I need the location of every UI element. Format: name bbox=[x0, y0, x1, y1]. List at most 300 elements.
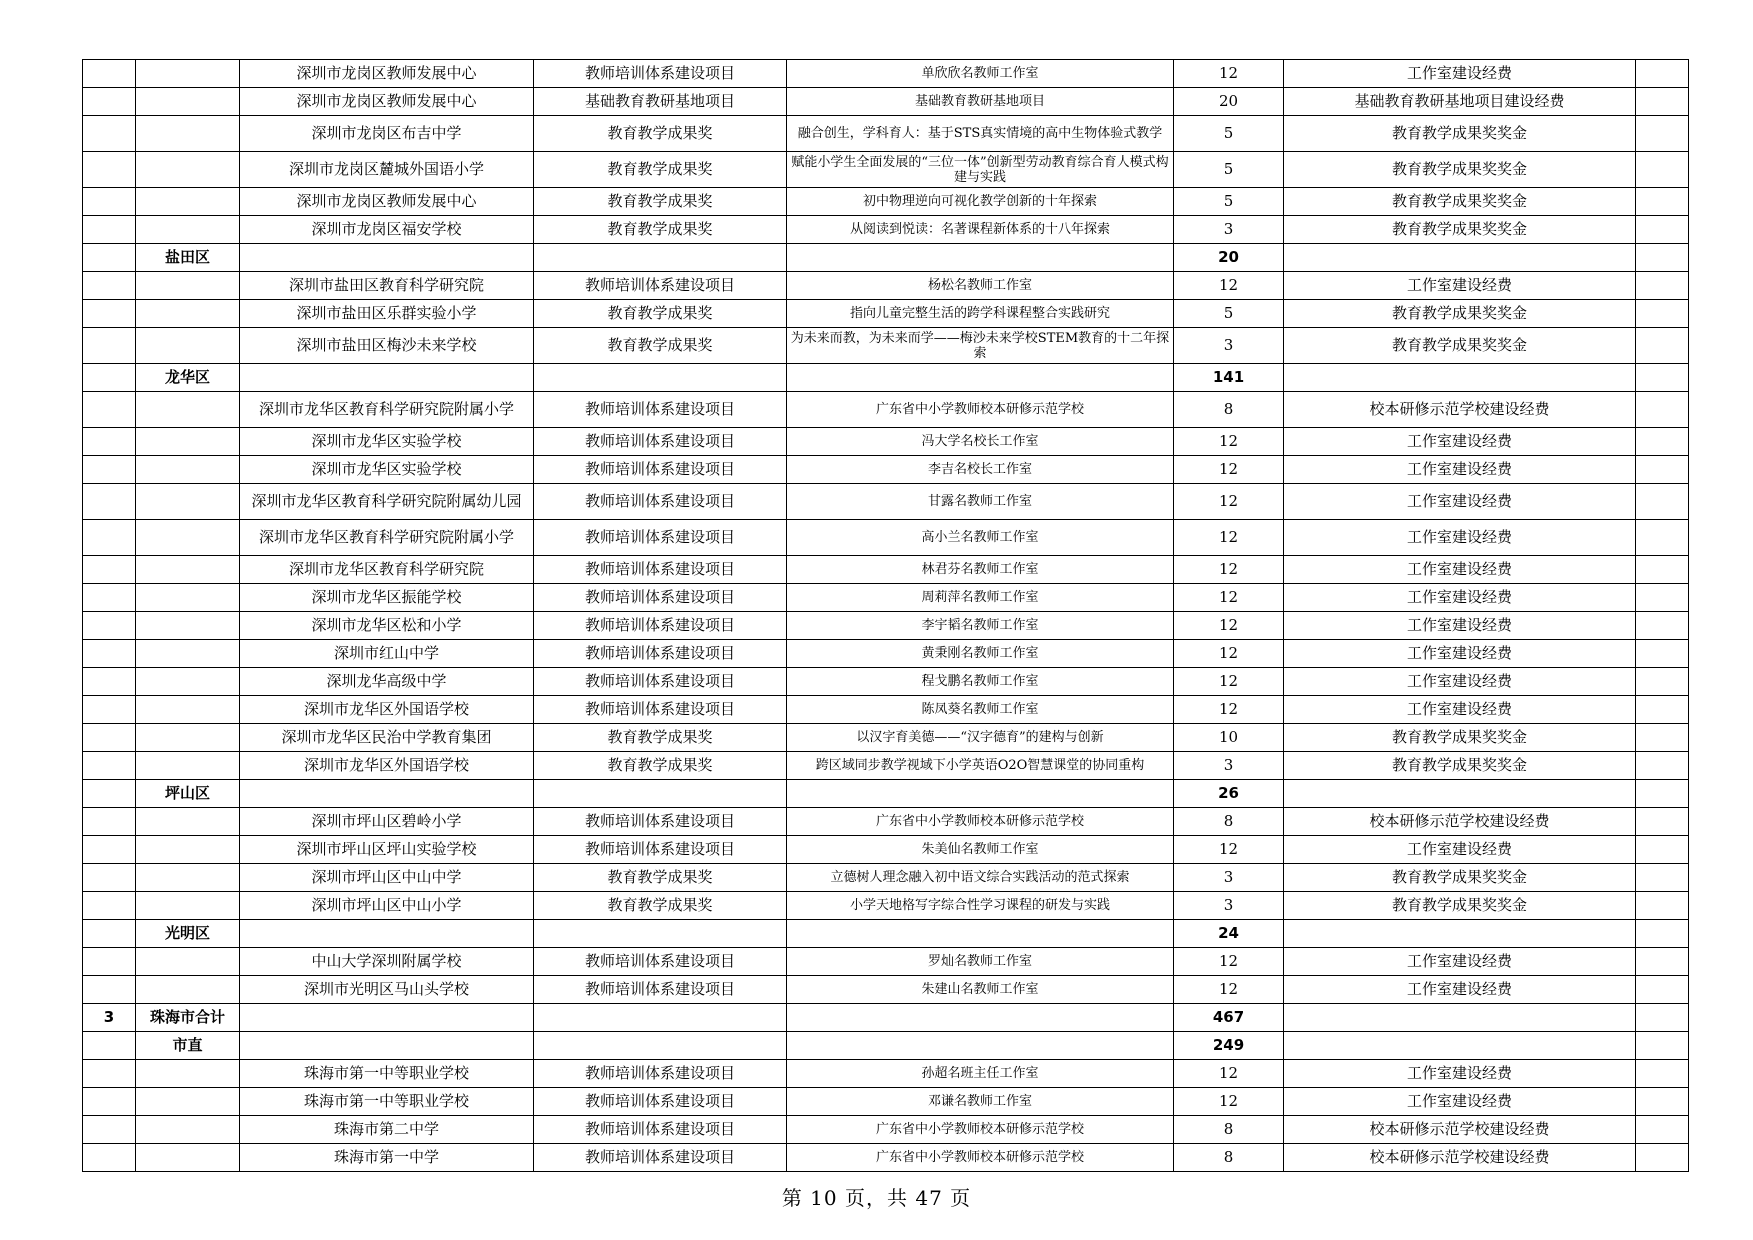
table-row bbox=[83, 152, 1689, 188]
remark-cell bbox=[1636, 892, 1689, 920]
table-row bbox=[83, 188, 1689, 216]
remark-cell bbox=[1636, 484, 1689, 520]
organization-cell: 深圳市盐田区教育科学研究院 bbox=[240, 272, 534, 300]
table-row bbox=[83, 1144, 1689, 1172]
project-type-cell: 教师培训体系建设项目 bbox=[534, 696, 787, 724]
fund-use-cell bbox=[1284, 364, 1636, 392]
table-row bbox=[83, 1116, 1689, 1144]
row-number-cell bbox=[83, 216, 136, 244]
project-name-cell: 朱美仙名教师工作室 bbox=[787, 836, 1174, 864]
amount-cell: 141 bbox=[1174, 364, 1284, 392]
organization-cell: 深圳市龙岗区麓城外国语小学 bbox=[240, 152, 534, 188]
region-cell bbox=[136, 88, 240, 116]
amount-cell: 12 bbox=[1174, 1060, 1284, 1088]
amount-cell: 12 bbox=[1174, 556, 1284, 584]
fund-use-cell: 校本研修示范学校建设经费 bbox=[1284, 1144, 1636, 1172]
region-cell bbox=[136, 300, 240, 328]
remark-cell bbox=[1636, 920, 1689, 948]
project-type-cell: 教师培训体系建设项目 bbox=[534, 640, 787, 668]
amount-cell: 12 bbox=[1174, 272, 1284, 300]
amount-cell: 3 bbox=[1174, 892, 1284, 920]
row-number-cell bbox=[83, 948, 136, 976]
organization-cell: 深圳市龙华区教育科学研究院 bbox=[240, 556, 534, 584]
region-cell bbox=[136, 584, 240, 612]
page-number-label: 第 10 页，共 47 页 bbox=[781, 1186, 972, 1210]
region-cell bbox=[136, 1116, 240, 1144]
table-row bbox=[83, 948, 1689, 976]
fund-use-cell: 教育教学成果奖奖金 bbox=[1284, 892, 1636, 920]
table-row bbox=[83, 668, 1689, 696]
project-type-cell: 教师培训体系建设项目 bbox=[534, 836, 787, 864]
project-type-cell: 教育教学成果奖 bbox=[534, 300, 787, 328]
project-name-cell bbox=[787, 364, 1174, 392]
amount-cell: 12 bbox=[1174, 456, 1284, 484]
project-name-cell: 邓谦名教师工作室 bbox=[787, 1088, 1174, 1116]
table-subtotal-row bbox=[83, 1004, 1689, 1032]
remark-cell bbox=[1636, 752, 1689, 780]
table-row bbox=[83, 808, 1689, 836]
remark-cell bbox=[1636, 88, 1689, 116]
fund-use-cell: 教育教学成果奖奖金 bbox=[1284, 752, 1636, 780]
project-name-cell: 李宇韬名教师工作室 bbox=[787, 612, 1174, 640]
remark-cell bbox=[1636, 864, 1689, 892]
table-subtotal-row bbox=[83, 780, 1689, 808]
remark-cell bbox=[1636, 668, 1689, 696]
region-cell bbox=[136, 216, 240, 244]
project-type-cell: 教师培训体系建设项目 bbox=[534, 948, 787, 976]
amount-cell: 5 bbox=[1174, 188, 1284, 216]
project-name-cell: 孙超名班主任工作室 bbox=[787, 1060, 1174, 1088]
table-row bbox=[83, 584, 1689, 612]
table-row bbox=[83, 696, 1689, 724]
amount-cell: 8 bbox=[1174, 1116, 1284, 1144]
organization-cell: 深圳龙华高级中学 bbox=[240, 668, 534, 696]
project-name-cell: 冯大学名校长工作室 bbox=[787, 428, 1174, 456]
remark-cell bbox=[1636, 808, 1689, 836]
funding-table bbox=[82, 59, 1689, 1172]
amount-cell: 249 bbox=[1174, 1032, 1284, 1060]
region-cell bbox=[136, 60, 240, 88]
organization-cell bbox=[240, 920, 534, 948]
row-number-cell bbox=[83, 1088, 136, 1116]
region-cell bbox=[136, 1060, 240, 1088]
remark-cell bbox=[1636, 1060, 1689, 1088]
remark-cell bbox=[1636, 948, 1689, 976]
page-footer bbox=[0, 1182, 1753, 1211]
project-name-cell: 广东省中小学教师校本研修示范学校 bbox=[787, 1144, 1174, 1172]
region-cell bbox=[136, 612, 240, 640]
project-type-cell: 教师培训体系建设项目 bbox=[534, 668, 787, 696]
table-row bbox=[83, 1060, 1689, 1088]
region-cell bbox=[136, 1088, 240, 1116]
amount-cell: 5 bbox=[1174, 152, 1284, 188]
organization-cell: 深圳市龙华区实验学校 bbox=[240, 428, 534, 456]
table-row bbox=[83, 456, 1689, 484]
remark-cell bbox=[1636, 152, 1689, 188]
project-name-cell bbox=[787, 1032, 1174, 1060]
organization-cell: 珠海市第一中等职业学校 bbox=[240, 1060, 534, 1088]
amount-cell: 3 bbox=[1174, 864, 1284, 892]
project-type-cell: 教育教学成果奖 bbox=[534, 188, 787, 216]
organization-cell: 深圳市盐田区乐群实验小学 bbox=[240, 300, 534, 328]
organization-cell: 深圳市龙华区实验学校 bbox=[240, 456, 534, 484]
fund-use-cell: 教育教学成果奖奖金 bbox=[1284, 724, 1636, 752]
amount-cell: 12 bbox=[1174, 668, 1284, 696]
region-cell bbox=[136, 428, 240, 456]
fund-use-cell: 工作室建设经费 bbox=[1284, 484, 1636, 520]
remark-cell bbox=[1636, 1004, 1689, 1032]
remark-cell bbox=[1636, 188, 1689, 216]
row-number-cell bbox=[83, 244, 136, 272]
project-type-cell bbox=[534, 1004, 787, 1032]
table-row bbox=[83, 836, 1689, 864]
amount-cell: 12 bbox=[1174, 640, 1284, 668]
region-cell: 珠海市合计 bbox=[136, 1004, 240, 1032]
fund-use-cell: 教育教学成果奖奖金 bbox=[1284, 300, 1636, 328]
organization-cell bbox=[240, 1004, 534, 1032]
project-type-cell: 教师培训体系建设项目 bbox=[534, 1088, 787, 1116]
row-number-cell bbox=[83, 696, 136, 724]
project-name-cell: 初中物理逆向可视化教学创新的十年探索 bbox=[787, 188, 1174, 216]
project-type-cell: 教师培训体系建设项目 bbox=[534, 1144, 787, 1172]
project-name-cell: 广东省中小学教师校本研修示范学校 bbox=[787, 392, 1174, 428]
project-type-cell bbox=[534, 780, 787, 808]
project-type-cell: 教师培训体系建设项目 bbox=[534, 1116, 787, 1144]
remark-cell bbox=[1636, 584, 1689, 612]
fund-use-cell: 基础教育教研基地项目建设经费 bbox=[1284, 88, 1636, 116]
project-name-cell: 为未来而教，为未来而学——梅沙未来学校STEM教育的十二年探索 bbox=[787, 328, 1174, 364]
fund-use-cell: 工作室建设经费 bbox=[1284, 948, 1636, 976]
fund-use-cell: 工作室建设经费 bbox=[1284, 612, 1636, 640]
project-type-cell bbox=[534, 920, 787, 948]
project-type-cell: 教育教学成果奖 bbox=[534, 116, 787, 152]
amount-cell: 24 bbox=[1174, 920, 1284, 948]
project-name-cell: 立德树人理念融入初中语文综合实践活动的范式探索 bbox=[787, 864, 1174, 892]
region-cell bbox=[136, 1144, 240, 1172]
organization-cell: 深圳市盐田区梅沙未来学校 bbox=[240, 328, 534, 364]
fund-use-cell bbox=[1284, 780, 1636, 808]
row-number-cell bbox=[83, 152, 136, 188]
organization-cell bbox=[240, 244, 534, 272]
fund-use-cell: 工作室建设经费 bbox=[1284, 428, 1636, 456]
fund-use-cell: 工作室建设经费 bbox=[1284, 456, 1636, 484]
region-cell bbox=[136, 640, 240, 668]
organization-cell: 珠海市第一中等职业学校 bbox=[240, 1088, 534, 1116]
region-cell bbox=[136, 976, 240, 1004]
remark-cell bbox=[1636, 456, 1689, 484]
remark-cell bbox=[1636, 780, 1689, 808]
project-name-cell: 杨松名教师工作室 bbox=[787, 272, 1174, 300]
project-type-cell: 教育教学成果奖 bbox=[534, 892, 787, 920]
row-number-cell bbox=[83, 188, 136, 216]
project-name-cell bbox=[787, 920, 1174, 948]
amount-cell: 8 bbox=[1174, 808, 1284, 836]
project-type-cell: 教育教学成果奖 bbox=[534, 152, 787, 188]
table-row bbox=[83, 88, 1689, 116]
row-number-cell bbox=[83, 1116, 136, 1144]
region-cell bbox=[136, 948, 240, 976]
remark-cell bbox=[1636, 1116, 1689, 1144]
remark-cell bbox=[1636, 300, 1689, 328]
project-type-cell: 教师培训体系建设项目 bbox=[534, 456, 787, 484]
organization-cell: 深圳市龙岗区福安学校 bbox=[240, 216, 534, 244]
amount-cell: 3 bbox=[1174, 216, 1284, 244]
table-row bbox=[83, 328, 1689, 364]
row-number-cell bbox=[83, 724, 136, 752]
organization-cell: 珠海市第二中学 bbox=[240, 1116, 534, 1144]
row-number-cell bbox=[83, 892, 136, 920]
amount-cell: 3 bbox=[1174, 328, 1284, 364]
amount-cell: 8 bbox=[1174, 1144, 1284, 1172]
project-name-cell bbox=[787, 244, 1174, 272]
fund-use-cell: 教育教学成果奖奖金 bbox=[1284, 188, 1636, 216]
amount-cell: 10 bbox=[1174, 724, 1284, 752]
row-number-cell bbox=[83, 864, 136, 892]
table-row bbox=[83, 976, 1689, 1004]
remark-cell bbox=[1636, 836, 1689, 864]
table-subtotal-row bbox=[83, 1032, 1689, 1060]
organization-cell: 深圳市坪山区坪山实验学校 bbox=[240, 836, 534, 864]
project-type-cell: 教师培训体系建设项目 bbox=[534, 272, 787, 300]
region-cell bbox=[136, 116, 240, 152]
project-name-cell: 李吉名校长工作室 bbox=[787, 456, 1174, 484]
project-type-cell bbox=[534, 1032, 787, 1060]
region-cell: 坪山区 bbox=[136, 780, 240, 808]
row-number-cell bbox=[83, 116, 136, 152]
organization-cell: 深圳市龙华区外国语学校 bbox=[240, 696, 534, 724]
region-cell bbox=[136, 520, 240, 556]
table-subtotal-row bbox=[83, 364, 1689, 392]
organization-cell: 深圳市龙华区民治中学教育集团 bbox=[240, 724, 534, 752]
remark-cell bbox=[1636, 556, 1689, 584]
remark-cell bbox=[1636, 272, 1689, 300]
row-number-cell bbox=[83, 392, 136, 428]
remark-cell bbox=[1636, 1032, 1689, 1060]
project-name-cell: 甘露名教师工作室 bbox=[787, 484, 1174, 520]
remark-cell bbox=[1636, 392, 1689, 428]
amount-cell: 12 bbox=[1174, 520, 1284, 556]
project-name-cell: 程戈鹏名教师工作室 bbox=[787, 668, 1174, 696]
region-cell bbox=[136, 484, 240, 520]
organization-cell: 深圳市龙华区外国语学校 bbox=[240, 752, 534, 780]
table-row bbox=[83, 428, 1689, 456]
project-type-cell: 教育教学成果奖 bbox=[534, 752, 787, 780]
region-cell bbox=[136, 836, 240, 864]
project-name-cell bbox=[787, 1004, 1174, 1032]
project-type-cell: 教师培训体系建设项目 bbox=[534, 976, 787, 1004]
row-number-cell bbox=[83, 1032, 136, 1060]
project-type-cell: 教育教学成果奖 bbox=[534, 328, 787, 364]
project-type-cell bbox=[534, 244, 787, 272]
project-type-cell: 教师培训体系建设项目 bbox=[534, 60, 787, 88]
project-name-cell: 高小兰名教师工作室 bbox=[787, 520, 1174, 556]
organization-cell bbox=[240, 1032, 534, 1060]
row-number-cell bbox=[83, 1060, 136, 1088]
row-number-cell bbox=[83, 612, 136, 640]
organization-cell: 深圳市坪山区中山小学 bbox=[240, 892, 534, 920]
table-row bbox=[83, 392, 1689, 428]
fund-use-cell bbox=[1284, 920, 1636, 948]
organization-cell: 深圳市龙岗区布吉中学 bbox=[240, 116, 534, 152]
table-row bbox=[83, 724, 1689, 752]
project-name-cell: 单欣欣名教师工作室 bbox=[787, 60, 1174, 88]
table-row bbox=[83, 864, 1689, 892]
fund-use-cell: 教育教学成果奖奖金 bbox=[1284, 152, 1636, 188]
row-number-cell bbox=[83, 920, 136, 948]
table-row bbox=[83, 484, 1689, 520]
row-number-cell bbox=[83, 1144, 136, 1172]
table-row bbox=[83, 612, 1689, 640]
organization-cell: 深圳市龙华区教育科学研究院附属小学 bbox=[240, 392, 534, 428]
project-type-cell: 教师培训体系建设项目 bbox=[534, 1060, 787, 1088]
fund-use-cell: 工作室建设经费 bbox=[1284, 1060, 1636, 1088]
organization-cell: 深圳市龙华区振能学校 bbox=[240, 584, 534, 612]
amount-cell: 5 bbox=[1174, 300, 1284, 328]
table-row bbox=[83, 752, 1689, 780]
remark-cell bbox=[1636, 520, 1689, 556]
amount-cell: 5 bbox=[1174, 116, 1284, 152]
row-number-cell bbox=[83, 484, 136, 520]
row-number-cell bbox=[83, 836, 136, 864]
amount-cell: 12 bbox=[1174, 696, 1284, 724]
table-subtotal-row bbox=[83, 244, 1689, 272]
amount-cell: 12 bbox=[1174, 584, 1284, 612]
row-number-cell bbox=[83, 640, 136, 668]
fund-use-cell: 校本研修示范学校建设经费 bbox=[1284, 1116, 1636, 1144]
row-number-cell bbox=[83, 300, 136, 328]
row-number-cell bbox=[83, 556, 136, 584]
row-number-cell bbox=[83, 272, 136, 300]
remark-cell bbox=[1636, 640, 1689, 668]
remark-cell bbox=[1636, 1088, 1689, 1116]
organization-cell: 深圳市坪山区中山中学 bbox=[240, 864, 534, 892]
remark-cell bbox=[1636, 976, 1689, 1004]
project-type-cell: 教师培训体系建设项目 bbox=[534, 556, 787, 584]
region-cell bbox=[136, 392, 240, 428]
fund-use-cell: 工作室建设经费 bbox=[1284, 696, 1636, 724]
region-cell bbox=[136, 696, 240, 724]
project-type-cell: 教育教学成果奖 bbox=[534, 216, 787, 244]
fund-use-cell: 工作室建设经费 bbox=[1284, 836, 1636, 864]
table-row bbox=[83, 216, 1689, 244]
project-name-cell: 小学天地格写字综合性学习课程的研发与实践 bbox=[787, 892, 1174, 920]
table-row bbox=[83, 1088, 1689, 1116]
region-cell bbox=[136, 328, 240, 364]
region-cell bbox=[136, 752, 240, 780]
project-name-cell: 黄秉刚名教师工作室 bbox=[787, 640, 1174, 668]
project-name-cell bbox=[787, 780, 1174, 808]
project-type-cell: 教师培训体系建设项目 bbox=[534, 484, 787, 520]
row-number-cell bbox=[83, 88, 136, 116]
amount-cell: 12 bbox=[1174, 612, 1284, 640]
table-row bbox=[83, 272, 1689, 300]
row-number-cell: 3 bbox=[83, 1004, 136, 1032]
organization-cell bbox=[240, 780, 534, 808]
amount-cell: 20 bbox=[1174, 88, 1284, 116]
organization-cell: 中山大学深圳附属学校 bbox=[240, 948, 534, 976]
organization-cell: 深圳市龙岗区教师发展中心 bbox=[240, 88, 534, 116]
organization-cell: 深圳市龙岗区教师发展中心 bbox=[240, 60, 534, 88]
project-name-cell: 广东省中小学教师校本研修示范学校 bbox=[787, 808, 1174, 836]
row-number-cell bbox=[83, 520, 136, 556]
region-cell bbox=[136, 152, 240, 188]
project-name-cell: 罗灿名教师工作室 bbox=[787, 948, 1174, 976]
fund-use-cell: 工作室建设经费 bbox=[1284, 668, 1636, 696]
project-name-cell: 跨区域同步教学视域下小学英语O2O智慧课堂的协同重构 bbox=[787, 752, 1174, 780]
region-cell: 市直 bbox=[136, 1032, 240, 1060]
row-number-cell bbox=[83, 364, 136, 392]
amount-cell: 467 bbox=[1174, 1004, 1284, 1032]
table-subtotal-row bbox=[83, 920, 1689, 948]
row-number-cell bbox=[83, 60, 136, 88]
row-number-cell bbox=[83, 668, 136, 696]
project-type-cell: 教师培训体系建设项目 bbox=[534, 428, 787, 456]
remark-cell bbox=[1636, 216, 1689, 244]
amount-cell: 26 bbox=[1174, 780, 1284, 808]
remark-cell bbox=[1636, 328, 1689, 364]
remark-cell bbox=[1636, 612, 1689, 640]
project-name-cell: 以汉字育美德——“汉字德育”的建构与创新 bbox=[787, 724, 1174, 752]
fund-use-cell: 工作室建设经费 bbox=[1284, 1088, 1636, 1116]
organization-cell bbox=[240, 364, 534, 392]
region-cell: 光明区 bbox=[136, 920, 240, 948]
amount-cell: 12 bbox=[1174, 60, 1284, 88]
fund-use-cell bbox=[1284, 244, 1636, 272]
row-number-cell bbox=[83, 584, 136, 612]
organization-cell: 深圳市红山中学 bbox=[240, 640, 534, 668]
region-cell bbox=[136, 556, 240, 584]
project-type-cell: 教育教学成果奖 bbox=[534, 724, 787, 752]
amount-cell: 12 bbox=[1174, 1088, 1284, 1116]
row-number-cell bbox=[83, 328, 136, 364]
remark-cell bbox=[1636, 696, 1689, 724]
organization-cell: 深圳市龙华区松和小学 bbox=[240, 612, 534, 640]
project-name-cell: 基础教育教研基地项目 bbox=[787, 88, 1174, 116]
region-cell bbox=[136, 456, 240, 484]
region-cell bbox=[136, 892, 240, 920]
region-cell bbox=[136, 724, 240, 752]
fund-use-cell: 工作室建设经费 bbox=[1284, 520, 1636, 556]
project-name-cell: 朱建山名教师工作室 bbox=[787, 976, 1174, 1004]
organization-cell: 珠海市第一中学 bbox=[240, 1144, 534, 1172]
remark-cell bbox=[1636, 116, 1689, 152]
region-cell bbox=[136, 864, 240, 892]
project-name-cell: 融合创生，学科育人：基于STS真实情境的高中生物体验式教学 bbox=[787, 116, 1174, 152]
region-cell bbox=[136, 188, 240, 216]
amount-cell: 12 bbox=[1174, 948, 1284, 976]
row-number-cell bbox=[83, 780, 136, 808]
organization-cell: 深圳市坪山区碧岭小学 bbox=[240, 808, 534, 836]
project-type-cell: 教育教学成果奖 bbox=[534, 864, 787, 892]
project-name-cell: 赋能小学生全面发展的“三位一体”创新型劳动教育综合育人模式构建与实践 bbox=[787, 152, 1174, 188]
project-name-cell: 林君芬名教师工作室 bbox=[787, 556, 1174, 584]
fund-use-cell: 工作室建设经费 bbox=[1284, 556, 1636, 584]
remark-cell bbox=[1636, 1144, 1689, 1172]
row-number-cell bbox=[83, 808, 136, 836]
table-row bbox=[83, 892, 1689, 920]
row-number-cell bbox=[83, 456, 136, 484]
region-cell: 龙华区 bbox=[136, 364, 240, 392]
project-name-cell: 广东省中小学教师校本研修示范学校 bbox=[787, 1116, 1174, 1144]
project-name-cell: 周莉萍名教师工作室 bbox=[787, 584, 1174, 612]
fund-use-cell: 工作室建设经费 bbox=[1284, 584, 1636, 612]
fund-use-cell: 校本研修示范学校建设经费 bbox=[1284, 808, 1636, 836]
remark-cell bbox=[1636, 244, 1689, 272]
project-type-cell: 教师培训体系建设项目 bbox=[534, 612, 787, 640]
amount-cell: 12 bbox=[1174, 976, 1284, 1004]
remark-cell bbox=[1636, 60, 1689, 88]
fund-use-cell: 工作室建设经费 bbox=[1284, 272, 1636, 300]
